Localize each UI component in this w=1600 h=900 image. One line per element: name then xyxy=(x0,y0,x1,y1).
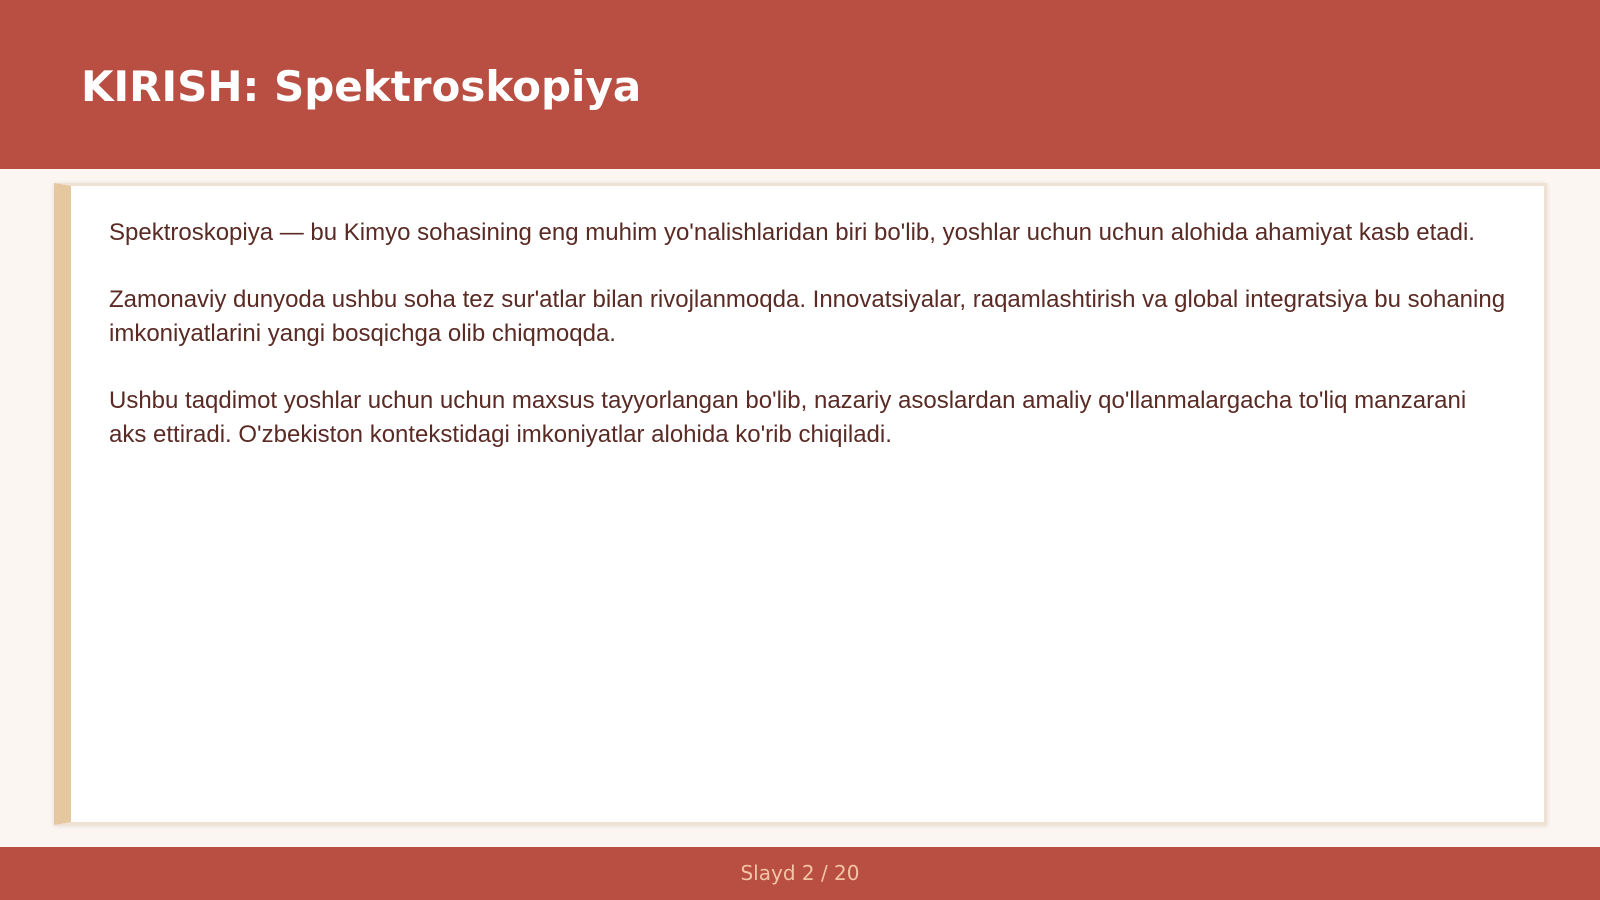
content-card xyxy=(54,183,1547,825)
paragraph-modern-world: Zamonaviy dunyoda ushbu soha tez sur'atlar bilan rivojlanmoqda. Innovatsiyalar, raqamlashtirish va global integratsiya bu sohaning imkoniyatlarini yangi bosqichga olib chiqmoqda. xyxy=(109,286,1506,347)
content-body xyxy=(109,216,1509,485)
slide-title: KIRISH: Spektroskopiya xyxy=(81,62,642,111)
paragraph-presentation-purpose: Ushbu taqdimot yoshlar uchun uchun maxsus tayyorlangan bo'lib, nazariy asoslardan amaliy qo'llanmalargacha to'liq manzarani aks ettiradi. O'zbekiston kontekstidagi imkoniyatlar alohida ko'rib chiqiladi. xyxy=(109,387,1467,448)
slide-footer xyxy=(0,847,1600,900)
paragraph-intro: Spektroskopiya — bu Kimyo sohasining eng muhim yo'nalishlaridan biri bo'lib, yoshlar uchun uchun alohida ahamiyat kasb etadi. xyxy=(109,219,1475,246)
slide-header xyxy=(0,0,1600,169)
slide-counter: Slayd 2 / 20 xyxy=(740,861,860,885)
